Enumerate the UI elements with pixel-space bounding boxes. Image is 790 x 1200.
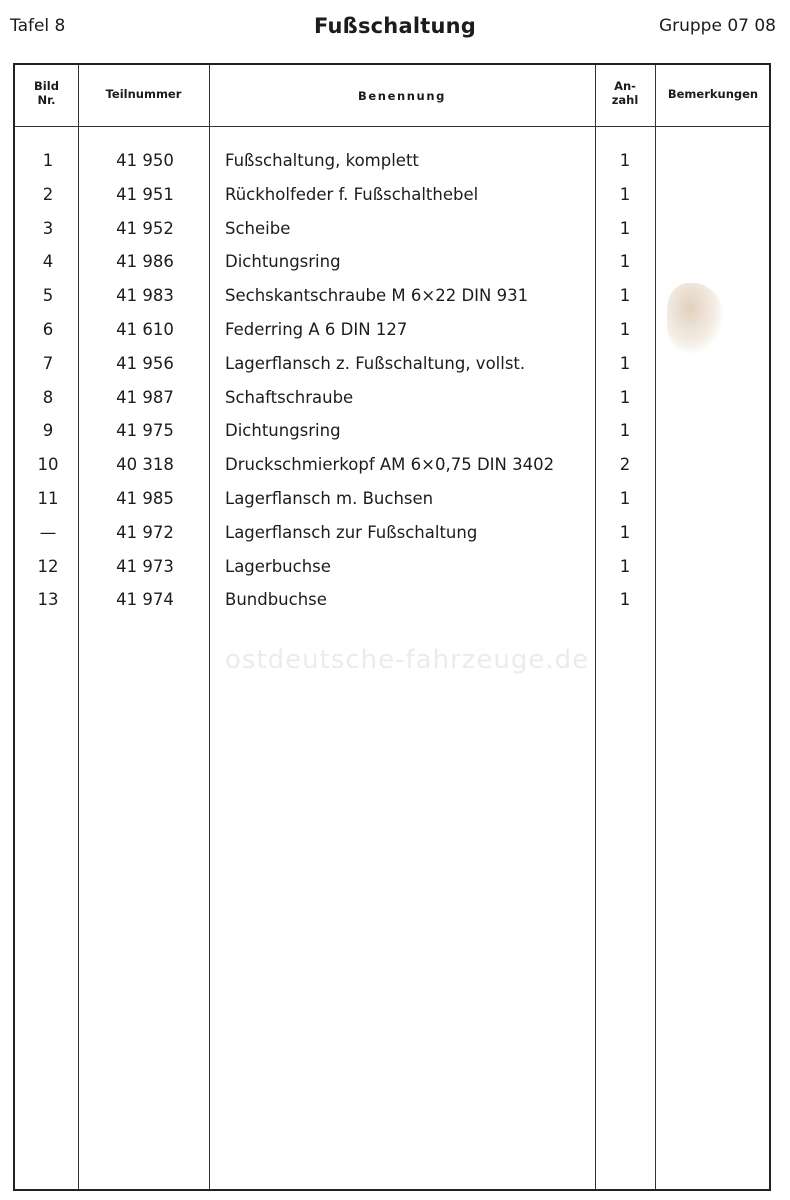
- col-header-benennung: Benennung: [358, 89, 446, 103]
- cell-bild-nr: 6: [42, 320, 54, 339]
- cell-bild-nr: 10: [37, 455, 59, 475]
- cell-anzahl: 1: [619, 320, 631, 339]
- cell-anzahl: 1: [619, 556, 631, 576]
- cell-teilnummer: 41 950: [116, 151, 174, 170]
- cell-teilnummer: 41 956: [116, 353, 174, 373]
- cell-benennung: Lagerflansch zur Fußschaltung: [225, 522, 478, 542]
- cell-anzahl: 1: [619, 522, 631, 542]
- table-row: [15, 252, 769, 282]
- table-row: [15, 286, 769, 316]
- cell-teilnummer: 41 974: [116, 590, 174, 610]
- cell-bild-nr: 2: [42, 184, 54, 204]
- cell-teilnummer: 40 318: [116, 455, 174, 475]
- table-row: [15, 320, 769, 350]
- cell-anzahl: 1: [619, 218, 631, 238]
- cell-bild-nr: 4: [42, 252, 54, 272]
- cell-anzahl: 1: [619, 286, 631, 306]
- cell-benennung: Federring A 6 DIN 127: [225, 320, 408, 339]
- cell-benennung: Rückholfeder f. Fußschalthebel: [225, 184, 479, 204]
- table-row: [15, 590, 769, 620]
- cell-teilnummer: 41 972: [116, 522, 174, 542]
- col-header-nr: Bild Nr.: [34, 79, 59, 107]
- cell-anzahl: 1: [619, 421, 631, 441]
- cell-anzahl: 1: [619, 184, 631, 204]
- cell-benennung: Lagerflansch z. Fußschaltung, vollst.: [225, 353, 526, 373]
- cell-bild-nr: 3: [42, 218, 54, 238]
- header-divider: [15, 126, 769, 127]
- cell-anzahl: 1: [619, 151, 631, 170]
- table-row: [15, 523, 769, 553]
- cell-teilnummer: 41 975: [116, 421, 174, 441]
- page-title: Fußschaltung: [314, 14, 476, 38]
- cell-anzahl: 1: [619, 252, 631, 272]
- cell-bild-nr: 12: [37, 556, 59, 576]
- cell-benennung: Scheibe: [225, 218, 291, 238]
- table-row: [15, 557, 769, 587]
- cell-benennung: Lagerflansch m. Buchsen: [225, 489, 434, 508]
- parts-table: [13, 63, 771, 1191]
- cell-bild-nr: 13: [37, 590, 59, 610]
- cell-bild-nr: 1: [42, 151, 54, 170]
- cell-benennung: Sechskantschraube M 6×22 DIN 931: [225, 286, 529, 306]
- cell-anzahl: 1: [619, 590, 631, 610]
- table-row: [15, 455, 769, 485]
- table-row: [15, 388, 769, 418]
- cell-teilnummer: 41 951: [116, 184, 174, 204]
- cell-benennung: Dichtungsring: [225, 252, 341, 272]
- col-header-anzahl: An- zahl: [611, 79, 639, 107]
- cell-teilnummer: 41 983: [116, 286, 174, 306]
- cell-teilnummer: 41 610: [116, 320, 174, 339]
- cell-bild-nr: 11: [37, 489, 59, 508]
- cell-benennung: Bundbuchse: [225, 590, 327, 610]
- group-label: Gruppe 07 08: [658, 16, 776, 36]
- cell-teilnummer: 41 985: [116, 489, 174, 508]
- cell-bild-nr: 5: [42, 286, 54, 306]
- cell-benennung: Dichtungsring: [225, 421, 341, 441]
- cell-teilnummer: 41 987: [116, 387, 174, 407]
- table-row: [15, 185, 769, 215]
- cell-bild-nr: —: [39, 522, 57, 542]
- table-row: [15, 421, 769, 451]
- cell-anzahl: 1: [619, 387, 631, 407]
- col-header-bemerkungen: Bemerkungen: [667, 87, 759, 101]
- sheet-label: Tafel 8: [10, 16, 66, 36]
- cell-benennung: Lagerbuchse: [225, 556, 331, 576]
- watermark: ostdeutsche-fahrzeuge.de: [225, 645, 590, 675]
- cell-bild-nr: 9: [42, 421, 54, 441]
- cell-teilnummer: 41 952: [116, 218, 174, 238]
- table-row: [15, 489, 769, 519]
- cell-benennung: Druckschmierkopf AM 6×0,75 DIN 3402: [225, 455, 555, 475]
- cell-anzahl: 1: [619, 489, 631, 508]
- cell-anzahl: 1: [619, 353, 631, 373]
- cell-teilnummer: 41 973: [116, 556, 174, 576]
- table-row: [15, 354, 769, 384]
- cell-bild-nr: 7: [42, 353, 54, 373]
- cell-teilnummer: 41 986: [116, 252, 174, 272]
- cell-benennung: Fußschaltung, komplett: [225, 151, 419, 170]
- cell-benennung: Schaftschraube: [225, 387, 354, 407]
- table-row: [15, 151, 769, 181]
- table-row: [15, 219, 769, 249]
- col-header-teilnummer: Teilnummer: [105, 87, 182, 101]
- cell-bild-nr: 8: [42, 387, 54, 407]
- cell-anzahl: 2: [619, 455, 631, 475]
